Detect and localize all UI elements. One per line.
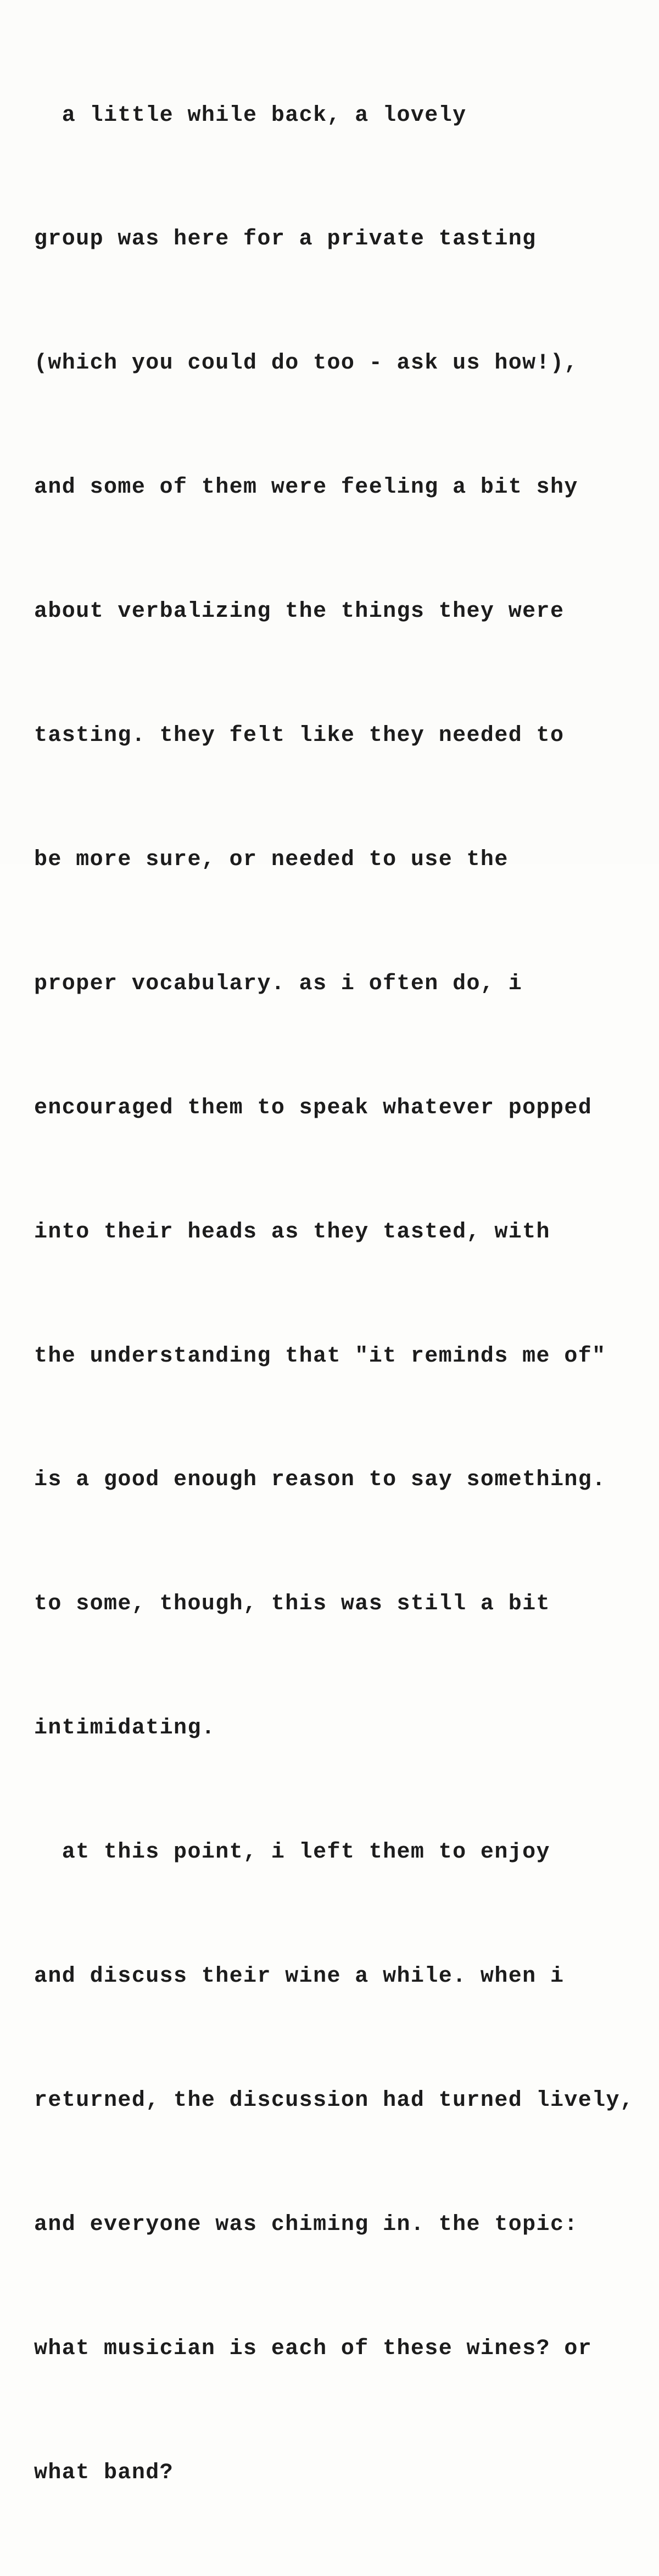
- text-line: what musician is each of these wines? or: [34, 2336, 593, 2361]
- text-line: to some, though, this was still a bit: [34, 1592, 550, 1617]
- text-line: and discuss their wine a while. when i: [34, 1964, 565, 1989]
- text-line: (which you could do too - ask us how!),: [34, 351, 578, 376]
- text-line: and some of them were feeling a bit shy: [34, 475, 578, 500]
- text-line: what band?: [34, 2460, 174, 2485]
- text-line: proper vocabulary. as i often do, i: [34, 971, 523, 996]
- text-line: encouraged them to speak whatever popped: [34, 1095, 593, 1120]
- text-line: a little while back, a lovely: [34, 103, 467, 128]
- text-line: group was here for a private tasting: [34, 227, 537, 252]
- text-line: into their heads as they tasted, with: [34, 1219, 550, 1245]
- text-line: intimidating.: [34, 1716, 216, 1741]
- text-line: and everyone was chiming in. the topic:: [34, 2212, 578, 2237]
- text-line: returned, the discussion had turned lively,: [34, 2088, 634, 2113]
- text-line: be more sure, or needed to use the: [34, 847, 509, 872]
- text-line: at this point, i left them to enjoy: [34, 1840, 550, 1865]
- text-line: is a good enough reason to say something.: [34, 1468, 606, 1493]
- text-line: about verbalizing the things they were: [34, 599, 565, 625]
- text-line: tasting. they felt like they needed to: [34, 723, 565, 749]
- text-line: the understanding that "it reminds me of": [34, 1343, 606, 1369]
- typewritten-text-block: [34, 12, 655, 2576]
